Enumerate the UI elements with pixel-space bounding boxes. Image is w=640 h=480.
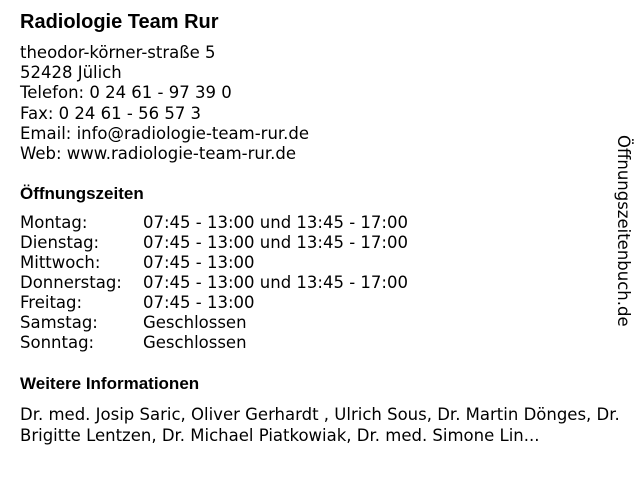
hours-row-wednesday bbox=[20, 253, 450, 273]
hours-time: 07:45 - 13:00 bbox=[143, 253, 255, 272]
page-title: Radiologie Team Rur bbox=[20, 11, 219, 33]
hours-time: 07:45 - 13:00 und 13:45 - 17:00 bbox=[143, 233, 408, 252]
postal-city: 52428 Jülich bbox=[20, 63, 122, 83]
opening-hours-list bbox=[20, 213, 450, 353]
email-address: Email: info@radiologie-team-rur.de bbox=[20, 123, 310, 143]
website-url: Web: www.radiologie-team-rur.de bbox=[20, 143, 297, 163]
street-address: theodor-körner-straße 5 bbox=[20, 43, 216, 62]
opening-hours-heading: Öffnungszeiten bbox=[20, 184, 144, 203]
address-block bbox=[20, 43, 309, 164]
hours-row-monday bbox=[20, 213, 450, 233]
brand-watermark-text: Öffnungszeitenbuch.de bbox=[614, 135, 633, 327]
further-info-text: Dr. med. Josip Saric, Oliver Gerhardt , Ulrich Sous, Dr. Martin Dönges, Dr. Brigitte Lentzen, Dr. Michael Piatkowiak, Dr. med. Simone Lin... bbox=[20, 405, 620, 445]
brand-watermark bbox=[611, 135, 635, 335]
hours-day: Dienstag: bbox=[20, 233, 100, 252]
phone-number: Telefon: 0 24 61 - 97 39 0 bbox=[20, 83, 232, 103]
hours-row-friday bbox=[20, 293, 450, 313]
hours-row-saturday bbox=[20, 313, 450, 333]
hours-time: 07:45 - 13:00 und 13:45 - 17:00 bbox=[143, 213, 408, 232]
hours-day: Samstag: bbox=[20, 313, 98, 332]
hours-day: Freitag: bbox=[20, 293, 83, 312]
fax-number: Fax: 0 24 61 - 56 57 3 bbox=[20, 103, 202, 123]
hours-day: Donnerstag: bbox=[20, 273, 122, 292]
hours-day: Mittwoch: bbox=[20, 253, 101, 272]
hours-row-thursday bbox=[20, 273, 450, 293]
hours-time: 07:45 - 13:00 und 13:45 - 17:00 bbox=[143, 273, 408, 292]
hours-day: Sonntag: bbox=[20, 333, 95, 352]
hours-time: 07:45 - 13:00 bbox=[143, 293, 255, 312]
hours-row-sunday bbox=[20, 333, 450, 353]
hours-row-tuesday bbox=[20, 233, 450, 253]
hours-day: Montag: bbox=[20, 213, 88, 232]
further-info-heading: Weitere Informationen bbox=[20, 374, 200, 393]
hours-time: Geschlossen bbox=[143, 333, 247, 352]
hours-time: Geschlossen bbox=[143, 313, 247, 332]
